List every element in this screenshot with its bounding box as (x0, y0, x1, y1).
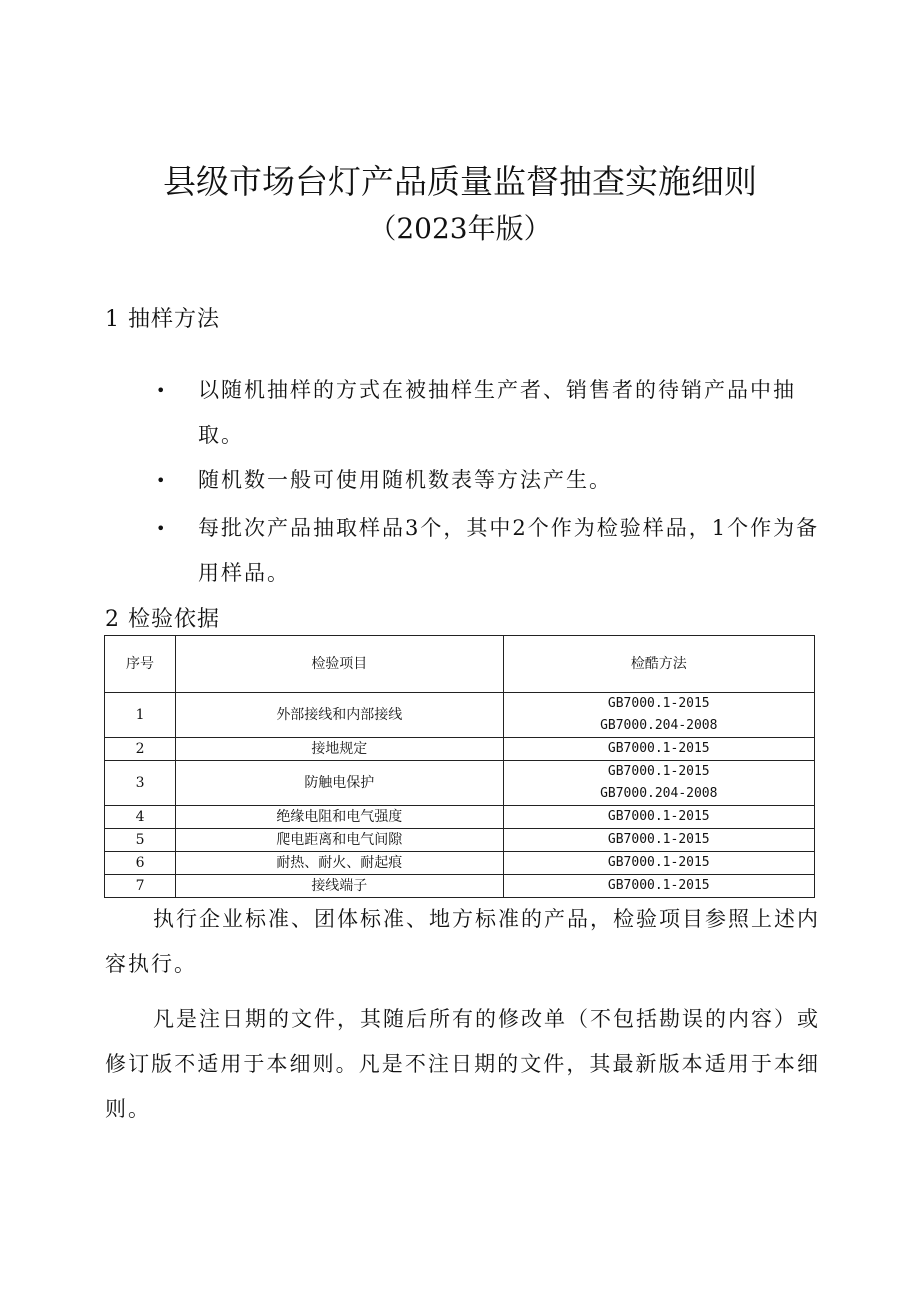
bullet-text: 随机数一般可使用随机数表等方法产生。 (198, 468, 612, 492)
method-line: GB7000.1-2015 (607, 696, 710, 711)
list-item (150, 506, 830, 596)
cell-method (503, 875, 814, 898)
list-item (150, 458, 830, 503)
cell-item: 耐热、耐火、耐起痕 (176, 852, 503, 875)
method-line: GB7000.1-2015 (607, 809, 710, 824)
table-row (105, 693, 815, 738)
table-row (105, 738, 815, 761)
table-row (105, 829, 815, 852)
section-heading-basis: 2 检验依据 (105, 607, 220, 632)
table-header-row (105, 636, 815, 693)
cell-item: 爬电距离和电气间隙 (176, 829, 503, 852)
inspection-table (104, 635, 815, 898)
method-line: GB7000.1-2015 (607, 878, 710, 893)
cell-item: 接线端子 (176, 875, 503, 898)
column-header-method: 检酷方法 (503, 636, 814, 693)
cell-item: 外部接线和内部接线 (176, 693, 503, 738)
cell-method (503, 693, 814, 738)
section-heading-sampling: 1 抽样方法 (105, 307, 220, 332)
cell-item: 防触电保护 (176, 761, 503, 806)
cell-no: 2 (105, 738, 176, 761)
cell-method (503, 852, 814, 875)
method-line: GB7000.204-2008 (600, 786, 718, 801)
table-row (105, 761, 815, 806)
cell-no: 6 (105, 852, 176, 875)
table-row (105, 875, 815, 898)
document-subtitle: （2023年版） (368, 212, 552, 245)
cell-method (503, 738, 814, 761)
list-item (150, 368, 830, 458)
paragraph-enterprise-standards: 执行企业标准、团体标准、地方标准的产品，检验项目参照上述内容执行。 (105, 907, 820, 976)
cell-no: 3 (105, 761, 176, 806)
cell-method (503, 761, 814, 806)
paragraph-dated-documents: 凡是注日期的文件，其随后所有的修改单（不包括勘误的内容）或修订版不适用于本细则。凡是不注日期的文件，其最新版本适用于本细则。 (105, 1007, 820, 1121)
bullet-icon: • (156, 471, 168, 490)
cell-no: 4 (105, 806, 176, 829)
bullet-icon: • (156, 381, 168, 400)
cell-no: 5 (105, 829, 176, 852)
bullet-icon: • (156, 519, 168, 538)
method-line: GB7000.1-2015 (607, 741, 710, 756)
table-row (105, 852, 815, 875)
bullet-text: 以随机抽样的方式在被抽样生产者、销售者的待销产品中抽取。 (198, 378, 796, 447)
cell-method (503, 829, 814, 852)
sampling-bullet-list (150, 368, 830, 596)
document-title: 县级市场台灯产品质量监督抽查实施细则 (163, 162, 757, 201)
method-line: GB7000.1-2015 (607, 832, 710, 847)
cell-no: 7 (105, 875, 176, 898)
table-row (105, 806, 815, 829)
column-header-no: 序号 (105, 636, 176, 693)
method-line: GB7000.1-2015 (607, 855, 710, 870)
cell-method (503, 806, 814, 829)
method-line: GB7000.1-2015 (607, 764, 710, 779)
bullet-text: 每批次产品抽取样品3个，其中2个作为检验样品，1个作为备用样品。 (198, 516, 820, 585)
method-line: GB7000.204-2008 (600, 718, 718, 733)
cell-item: 绝缘电阻和电气强度 (176, 806, 503, 829)
column-header-item: 检验项目 (176, 636, 503, 693)
cell-item: 接地规定 (176, 738, 503, 761)
cell-no: 1 (105, 693, 176, 738)
